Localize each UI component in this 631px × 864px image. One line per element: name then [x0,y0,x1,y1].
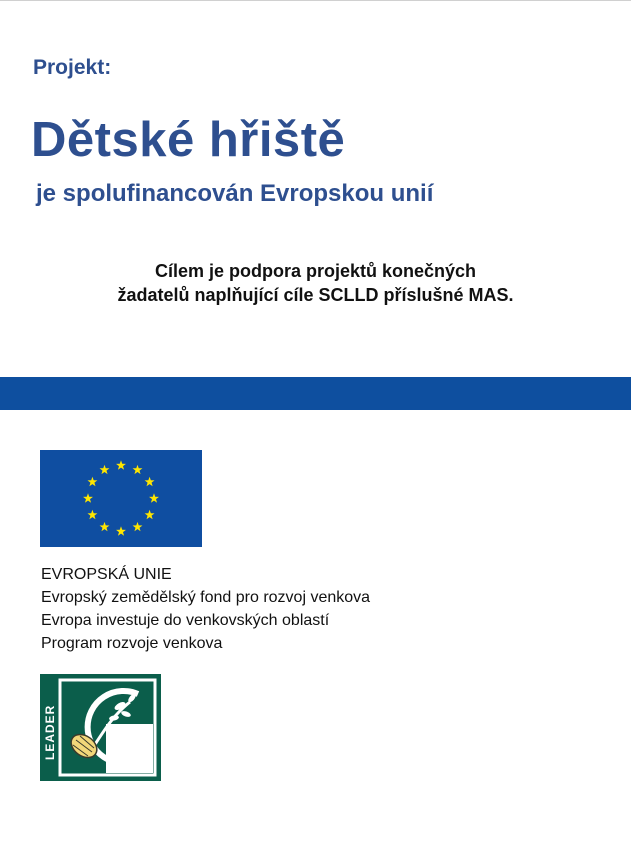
goal-line-1: Cílem je podpora projektů konečných [154,261,477,281]
blue-band-divider [0,377,631,410]
project-label: Projekt: [33,56,112,79]
eu-union-label: EVROPSKÁ UNIE [41,566,172,583]
eu-fund-label: Evropský zemědělský fond pro rozvoj venkova [41,589,371,606]
top-divider [0,0,631,1]
leader-logo-icon [40,674,161,781]
eu-flag-icon [40,450,202,547]
goal-statement [0,259,631,307]
goal-line-2: žadatelů naplňující cíle SCLLD příslušné MAS. [117,285,514,305]
eu-invest-label: Evropa investuje do venkovských oblastí [41,612,330,629]
project-title: Dětské hřiště [31,113,346,167]
project-subtitle: je spolufinancován Evropskou unií [36,180,434,207]
eu-program-label: Program rozvoje venkova [41,635,223,652]
eu-funding-text [41,563,370,655]
leader-logo-text: LEADER [43,704,57,760]
